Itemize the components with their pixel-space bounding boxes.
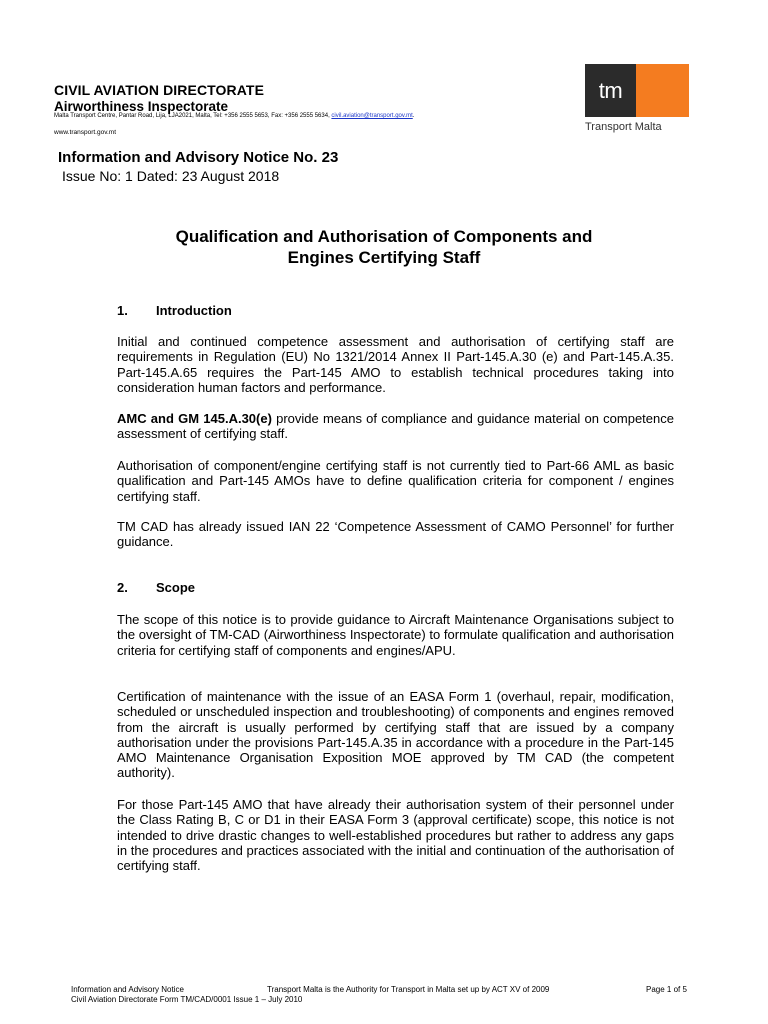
footer-authority: Transport Malta is the Authority for Transport in Malta set up by ACT XV of 2009 [267, 985, 550, 994]
section-title: Introduction [156, 303, 232, 318]
inspectorate-title: Airworthiness Inspectorate [54, 99, 229, 114]
logo-mark: tm [585, 64, 636, 117]
scope-paragraph-1: The scope of this notice is to provide guidance to Aircraft Maintenance Organisations subject to the oversight of TM-CAD (Airworthiness Inspectorate) to formulate qualification and authorisation criteria for certifying staff of components and engines/APU. [117, 612, 674, 658]
address-end: . [412, 113, 415, 119]
document-title-line1: Qualification and Authorisation of Components and [175, 227, 593, 246]
section-scope-heading [117, 580, 417, 596]
transport-malta-logo [585, 64, 689, 117]
footer-form-id: Civil Aviation Directorate Form TM/CAD/0001 Issue 1 – July 2010 [71, 995, 303, 1004]
footer-notice-type: Information and Advisory Notice [71, 985, 184, 994]
document-title [100, 226, 668, 268]
scope-paragraph-2: Certification of maintenance with the issue of an EASA Form 1 (overhaul, repair, modification, scheduled or unscheduled inspection and troubleshooting) of components and engines removed from the aircraft is usually performed by certifying staff that are issued by a company authorisation under the provisions Part-145.A.35 in accordance with a procedure in the Part-145 AMO Maintenance Organisation Exposition MOE approved by TM CAD (the competent authority). [117, 689, 674, 781]
amc-reference: AMC and GM 145.A.30(e) [117, 411, 272, 426]
section-title: Scope [156, 580, 196, 595]
intro-paragraph-3: Authorisation of component/engine certifying staff is not currently tied to Part-66 AML as basic qualification and Part-145 AMOs have to define qualification criteria for component / engines certifying staff. [117, 458, 674, 504]
intro-paragraph-2-text: provide means of compliance and guidance material on competence assessment of certifying staff. [117, 411, 674, 442]
website-link[interactable]: www.transport.gov.mt [54, 129, 117, 136]
intro-paragraph-1: Initial and continued competence assessment and authorisation of certifying staff are requirements in Regulation (EU) No 1321/2014 Annex II Part-145.A.30 (e) and Part-145.A.35. Part-145.A.65 requires the Part-145 AMO to establish technical procedures taking into consideration human factors and performance. [117, 334, 674, 395]
scope-paragraph-3: For those Part-145 AMO that have already their authorisation system of their personnel under the Class Rating B, C or D1 in their EASA Form 3 (approval certificate) scope, this notice is not intended to drive drastic changes to well-established procedures but rather to address any gaps in the procedures and practices associated with the initial and continuation of the authorisation of certifying staff. [117, 797, 674, 874]
notice-title: Information and Advisory Notice No. 23 [58, 149, 339, 166]
email-link[interactable]: civil.aviation@transport.gov.mt [331, 113, 413, 119]
section-number: 1. [117, 303, 128, 318]
intro-paragraph-2 [117, 411, 674, 442]
address-text: Malta Transport Centre, Pantar Road, Lija, LJA2021, Malta, Tel: +356 2555 5653, Fax: +356 2555 5634, [54, 113, 332, 119]
footer-page-number: Page 1 of 5 [646, 985, 687, 994]
logo-caption: Transport Malta [585, 121, 662, 133]
intro-paragraph-4: TM CAD has already issued IAN 22 ‘Competence Assessment of CAMO Personnel’ for further guidance. [117, 519, 674, 550]
notice-issue: Issue No: 1 Dated: 23 August 2018 [62, 168, 280, 184]
section-intro-heading [117, 303, 417, 319]
document-title-line2: Engines Certifying Staff [287, 248, 481, 267]
address-line [54, 113, 414, 119]
directorate-title: CIVIL AVIATION DIRECTORATE [54, 82, 265, 98]
section-number: 2. [117, 580, 128, 595]
logo-orange-block [636, 64, 689, 117]
